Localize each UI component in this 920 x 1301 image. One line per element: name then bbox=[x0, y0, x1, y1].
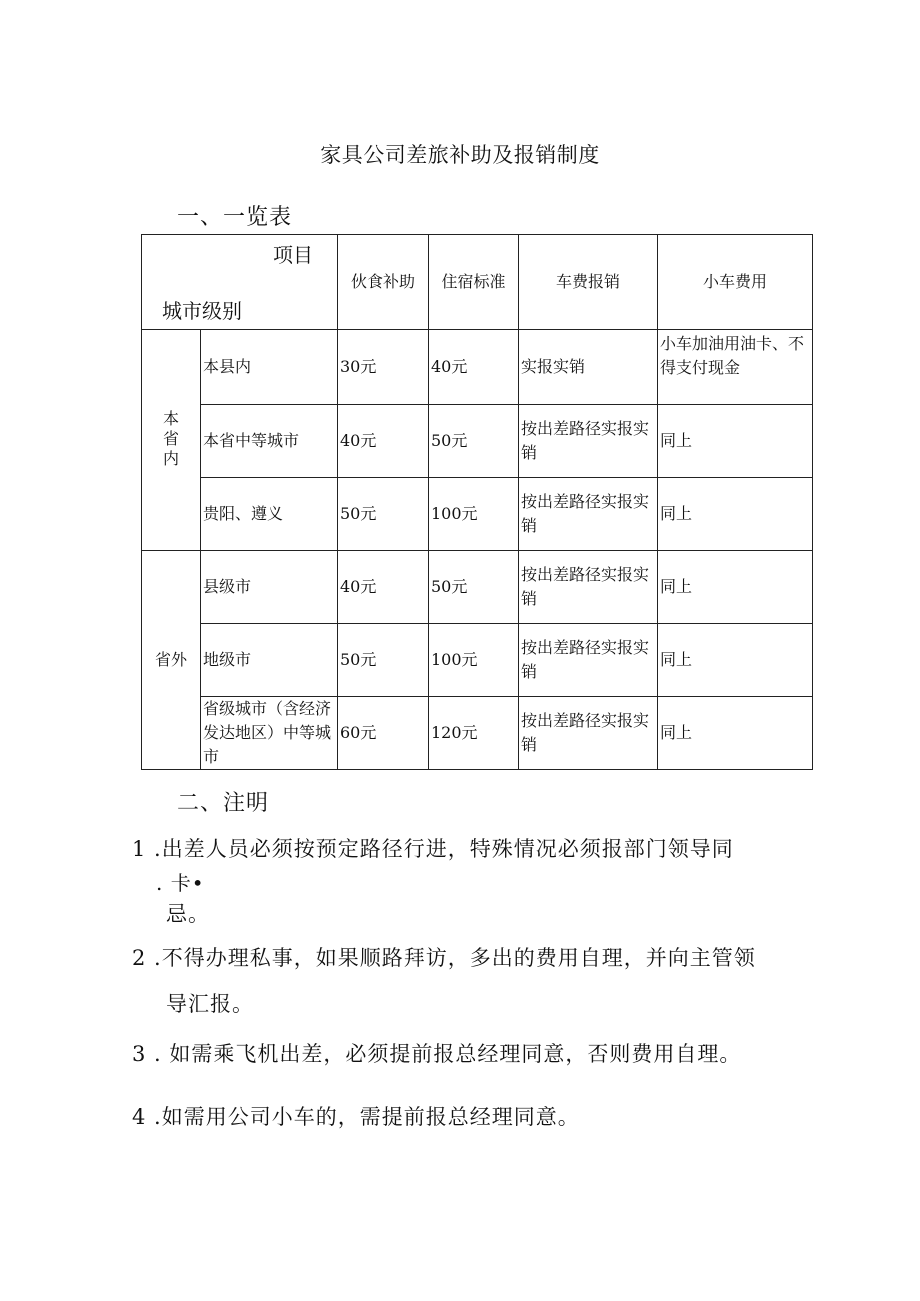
cell-lodging: 100元 bbox=[429, 478, 519, 551]
cell-fare: 按出差路径实报实销 bbox=[519, 551, 658, 624]
cell-car: 同上 bbox=[658, 405, 813, 478]
cell-meal: 40元 bbox=[338, 551, 429, 624]
table-row bbox=[142, 478, 813, 551]
cell-fare: 实报实销 bbox=[519, 330, 658, 405]
cell-city: 本县内 bbox=[201, 330, 338, 405]
cell-car: 同上 bbox=[658, 478, 813, 551]
note-2-continuation: 导汇报。 bbox=[166, 992, 254, 1016]
header-lodging: 住宿标准 bbox=[429, 235, 519, 330]
header-car: 小车费用 bbox=[658, 235, 813, 330]
note-1: 1 .出差人员必须按预定路径行进，特殊情况必须报部门领导同 bbox=[132, 837, 734, 861]
table-header-row bbox=[142, 235, 813, 330]
cell-lodging: 50元 bbox=[429, 551, 519, 624]
note-1-fragment: . 卡• bbox=[156, 871, 205, 895]
cell-fare: 按出差路径实报实销 bbox=[519, 405, 658, 478]
header-meal: 伙食补助 bbox=[338, 235, 429, 330]
cell-car: 同上 bbox=[658, 551, 813, 624]
cell-meal: 50元 bbox=[338, 624, 429, 697]
group-label-in-province: 本省内 bbox=[142, 330, 201, 551]
cell-fare: 按出差路径实报实销 bbox=[519, 697, 658, 770]
table-row bbox=[142, 405, 813, 478]
cell-fare: 按出差路径实报实销 bbox=[519, 624, 658, 697]
header-project: 项目 bbox=[273, 243, 313, 267]
cell-meal: 50元 bbox=[338, 478, 429, 551]
cell-lodging: 100元 bbox=[429, 624, 519, 697]
allowance-table bbox=[141, 234, 813, 770]
note-3: 3 . 如需乘飞机出差，必须提前报总经理同意，否则费用自理。 bbox=[132, 1042, 742, 1066]
group-label-out-province: 省外 bbox=[142, 551, 201, 770]
cell-lodging: 120元 bbox=[429, 697, 519, 770]
cell-city: 贵阳、遵义 bbox=[201, 478, 338, 551]
cell-city: 本省中等城市 bbox=[201, 405, 338, 478]
note-4: 4 .如需用公司小车的，需提前报总经理同意。 bbox=[132, 1105, 580, 1129]
header-fare: 车费报销 bbox=[519, 235, 658, 330]
note-2: 2 .不得办理私事，如果顺路拜访，多出的费用自理，并向主管领 bbox=[132, 946, 756, 970]
document-title: 家具公司差旅补助及报销制度 bbox=[320, 143, 600, 167]
cell-car: 小车加油用油卡、不得支付现金 bbox=[658, 330, 813, 405]
cell-lodging: 50元 bbox=[429, 405, 519, 478]
cell-meal: 40元 bbox=[338, 405, 429, 478]
note-1-continuation: 忌。 bbox=[166, 902, 210, 926]
header-city-level: 城市级别 bbox=[162, 299, 242, 323]
table-row bbox=[142, 697, 813, 770]
cell-fare: 按出差路径实报实销 bbox=[519, 478, 658, 551]
table-row bbox=[142, 624, 813, 697]
cell-meal: 60元 bbox=[338, 697, 429, 770]
section-heading-overview: 一、一览表 bbox=[177, 205, 293, 230]
header-corner-cell bbox=[142, 235, 338, 330]
cell-city: 县级市 bbox=[201, 551, 338, 624]
table-row bbox=[142, 551, 813, 624]
cell-city: 省级城市（含经济发达地区）中等城市 bbox=[201, 697, 338, 770]
cell-lodging: 40元 bbox=[429, 330, 519, 405]
cell-meal: 30元 bbox=[338, 330, 429, 405]
cell-city: 地级市 bbox=[201, 624, 338, 697]
cell-car: 同上 bbox=[658, 697, 813, 770]
cell-car: 同上 bbox=[658, 624, 813, 697]
section-heading-notes: 二、注明 bbox=[177, 791, 270, 816]
table-row bbox=[142, 330, 813, 405]
